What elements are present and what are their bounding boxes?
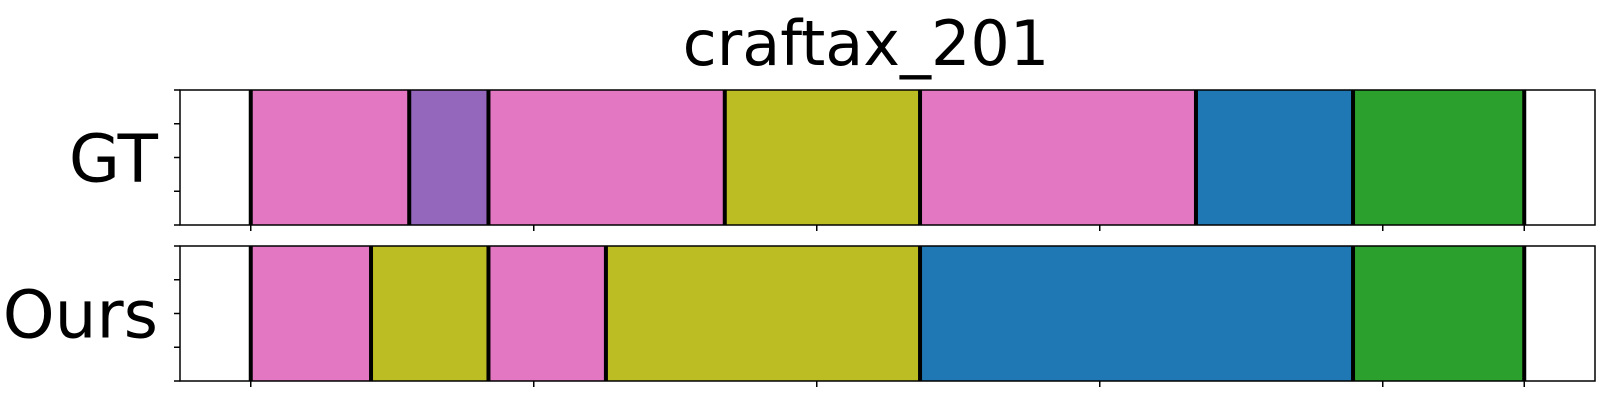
segment-ours-5 [920,246,1353,381]
row-label-gt: GT [68,120,158,198]
segment-gt-7 [1353,90,1524,225]
segment-ours-1 [251,246,371,381]
row-ours [3,246,1595,387]
segment-gt-1 [251,90,409,225]
segment-gt-2 [409,90,488,225]
segment-ours-4 [606,246,920,381]
segment-gt-3 [488,90,724,225]
segment-ours-2 [371,246,488,381]
row-gt [69,90,1595,231]
rows-layer [3,90,1595,387]
segment-ours-3 [488,246,605,381]
row-label-ours: Ours [2,276,158,354]
segment-gt-6 [1196,90,1353,225]
chart-title: craftax_201 [682,7,1050,80]
segment-ours-6 [1353,246,1524,381]
segment-gt-5 [920,90,1196,225]
segment-gt-4 [725,90,920,225]
